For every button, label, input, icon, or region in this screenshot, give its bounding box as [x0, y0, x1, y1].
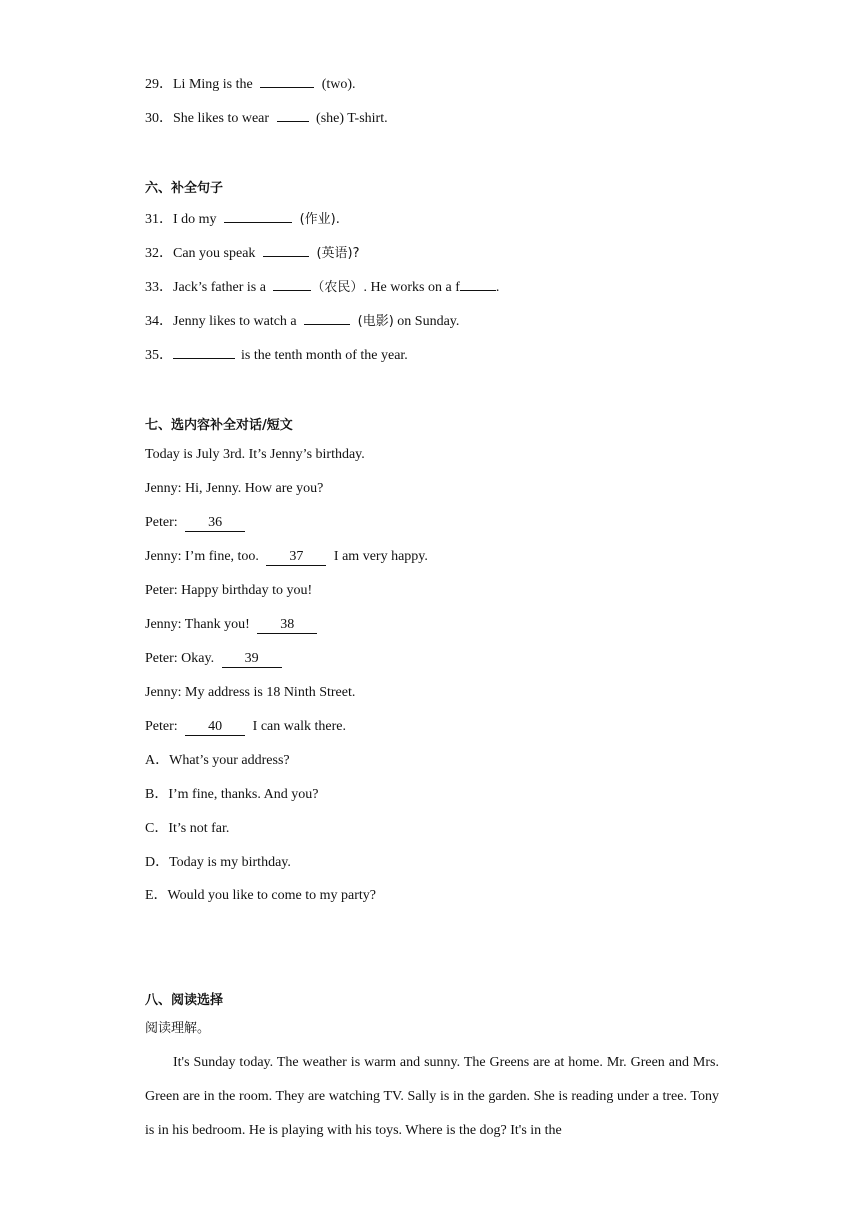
dialog-line: Jenny: Hi, Jenny. How are you? — [145, 481, 324, 496]
question-text: Jack’s father is a — [173, 280, 266, 295]
question-29 — [145, 74, 356, 94]
question-number: 29． — [145, 77, 173, 92]
question-text: is the tenth month of the year. — [241, 348, 408, 363]
blank-number: 40 — [208, 719, 223, 734]
reading-subheading: 阅读理解。 — [145, 1021, 211, 1036]
dialog-line: Peter: Happy birthday to you! — [145, 583, 313, 598]
section-7-heading: 七、选内容补全对话/短文 — [145, 418, 293, 433]
question-text: (she) T-shirt. — [316, 111, 388, 126]
question-text: . He works on a f — [363, 280, 460, 295]
dialog-speaker: Peter: Okay. — [145, 651, 215, 666]
answer-blank[interactable] — [263, 243, 309, 257]
option-c: C．It’s not far. — [145, 821, 230, 836]
answer-blank[interactable] — [304, 311, 350, 325]
dialog-text: I am very happy. — [333, 549, 428, 564]
blank-number: 39 — [244, 651, 259, 666]
chinese-hint: (英语)? — [316, 246, 360, 261]
answer-blank[interactable] — [224, 209, 292, 223]
question-31 — [145, 209, 340, 229]
question-32 — [145, 243, 359, 263]
dialog-speaker: Peter: — [145, 719, 178, 734]
blank-number: 38 — [280, 617, 295, 632]
question-number: 32． — [145, 246, 173, 261]
dialog-speaker: Peter: — [145, 515, 178, 530]
option-a: A．What’s your address? — [145, 753, 290, 768]
answer-blank[interactable] — [273, 277, 311, 291]
dialog-speaker: Jenny: I’m fine, too. — [145, 549, 259, 564]
question-33 — [145, 277, 499, 297]
question-text: She likes to wear — [173, 111, 270, 126]
answer-blank[interactable] — [277, 108, 309, 122]
dialog-line: Jenny: My address is 18 Ninth Street. — [145, 685, 356, 700]
answer-blank[interactable] — [460, 277, 496, 291]
question-number: 30． — [145, 111, 173, 126]
blank-number: 36 — [208, 515, 223, 530]
reading-passage: It's Sunday today. The weather is warm and sunny. The Greens are at home. Mr. Green and Mrs. Green are in the room. They are watching TV. Sally is in the garden. She is reading under a tree. Tony is in his bedroom. He is playing with his toys. Where is the dog? It's in the — [145, 1055, 719, 1138]
question-text: I do my — [173, 212, 217, 227]
option-b: B．I’m fine, thanks. And you? — [145, 787, 319, 802]
question-30 — [145, 108, 388, 128]
question-34 — [145, 311, 459, 331]
question-35 — [145, 345, 408, 365]
question-number: 31． — [145, 212, 173, 227]
question-text: Li Ming is the — [173, 77, 253, 92]
answer-blank[interactable] — [260, 74, 314, 88]
question-number: 34． — [145, 314, 173, 329]
question-number: 35． — [145, 348, 173, 363]
question-text: (two). — [321, 77, 356, 92]
option-d: D．Today is my birthday. — [145, 855, 291, 870]
dialog-line — [145, 548, 428, 566]
dialog-intro: Today is July 3rd. It’s Jenny’s birthday. — [145, 447, 365, 462]
question-text: . — [495, 280, 500, 295]
question-text: Jenny likes to watch a — [173, 314, 297, 329]
blank-number: 37 — [289, 549, 304, 564]
section-6-heading: 六、补全句子 — [145, 181, 224, 196]
option-e: E．Would you like to come to my party? — [145, 888, 376, 903]
answer-blank-37[interactable] — [266, 549, 326, 566]
dialog-line — [145, 616, 317, 634]
answer-blank-40[interactable] — [185, 719, 245, 736]
chinese-hint: (电影) — [357, 314, 394, 329]
answer-blank-38[interactable] — [257, 617, 317, 634]
section-8-heading: 八、阅读选择 — [145, 993, 224, 1008]
dialog-text: I can walk there. — [252, 719, 346, 734]
question-text: Can you speak — [173, 246, 256, 261]
chinese-hint: (作业). — [299, 212, 340, 227]
question-number: 33． — [145, 280, 173, 295]
dialog-line — [145, 718, 346, 736]
question-text: on Sunday. — [397, 314, 460, 329]
dialog-speaker: Jenny: Thank you! — [145, 617, 250, 632]
chinese-hint: （农民） — [311, 280, 364, 295]
answer-blank-39[interactable] — [222, 651, 282, 668]
answer-blank[interactable] — [173, 345, 235, 359]
dialog-line — [145, 514, 245, 532]
dialog-line — [145, 650, 282, 668]
answer-blank-36[interactable] — [185, 515, 245, 532]
